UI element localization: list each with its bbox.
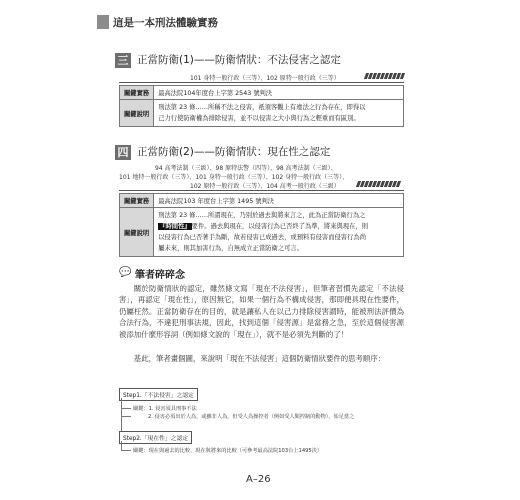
section-3-number: 三 [115,53,131,68]
table-row [120,86,404,100]
page-header [97,15,437,31]
row-line: 刑法第 23 條……所稱不法之侵害，祇須客觀上有違法之行為存在，即得以 [158,104,366,111]
notes-heading [119,266,319,280]
notes-title: 筆者碎碎念 [135,270,185,281]
section-4-heading [115,145,415,161]
step-1-box: Step1.「不法侵害」之認定 [119,388,198,401]
step-branch [121,416,131,417]
step-1-note: 關鍵：1. 侵害須具刑事不法 [133,406,197,412]
row-label: 關鍵說明 [120,208,154,257]
section-4-rule [119,190,404,191]
section-3-stripes [365,73,404,79]
step-branch [121,408,131,409]
section-3-title: 正當防衛(1)——防衛情狀：不法侵害之認定 [137,54,341,66]
header-marker [97,15,109,29]
row-line: 屬未來，則其加害行為，自無成立正當防衛之可言。 [158,245,304,252]
section-4-stripes [357,181,400,187]
row-line: 要件。過去與現在，以侵害行為已否終了為準，將來與現在，則 [191,223,368,230]
section-4-number: 四 [115,145,131,160]
section-3-heading [115,53,415,69]
section-3-exams: 101 身特一般行政（三等）、102 原特一般行政（三等） [190,75,340,82]
table-row [120,208,404,257]
step-2-note: 關鍵：現在與過去的比較、現在與將來的比較（可參考最高法院103台上1495決） [133,448,323,454]
row-value: 最高法院104年度台上字第 2543 號判決 [154,86,404,100]
section-4-exams-line: 101 地特一般行政（三等）、101 身特一般行政（三等）、102 身特一般行政（三等）、 [119,174,349,181]
section-4-table [119,193,404,257]
step-1-note: 2. 侵害必須出於人為，或雖非人為，但受人為操控者（例如受人類控制的動物），始足當之 [148,414,355,420]
table-row [120,100,404,127]
table-row [120,194,404,208]
page-title: 這是一本刑法體驗實務 [113,17,218,29]
row-line: 刑法第 23 條……所謂現在，乃別於過去與將來言之，此為正當防衛行為之 [158,212,366,219]
notes-paragraph-2: 基此，筆者畫個圖，來說明「現在不法侵害」這個防衛情狀要件的思考順序： [133,354,386,363]
row-value [154,100,404,127]
row-line: 以侵害行為已否著手為斷，故若侵害已成過去，或預料有侵害而侵害行為尚 [158,234,366,241]
section-4-exams-line: 94 高考法制（三級）、98 原特法警（四等）、98 高考法制（三級）、 [155,165,337,172]
section-4-title: 正當防衛(2)——防衛情狀：現在性之認定 [137,146,331,158]
step-2-box: Step2.「現在性」之認定 [119,431,192,444]
section-3-table [119,85,404,127]
row-line: 己力行使防衛權為排除侵害，並不以侵害之大小與行為之輕重而有區別。 [158,115,360,122]
page-number: A–26 [246,474,271,485]
notes-paragraph-1: 關於防衛情狀的認定，雖然條文寫「現在不法侵害」，但筆者習慣先認定「不法侵害」，再認定「現在性」，原因無它，如果一個行為不構成侵害，那即便具現在性要件，仍屬枉然。正當防衛存在的目的，就是讓私人在以己力排除侵害謂時，能被刑法評價為合法行為，不違犯刑事法規，因此，找到這個「侵害源」是當務之急，至於這個侵害源被添加什麼形容詞（例如條文說的「現在」），就不是必須先判斷的了！ [119,284,404,339]
step-connector [121,398,122,431]
section-4-exams-line: 102 原特一般行政（三等）、104 高考一般行政（三級） [190,183,340,190]
step-branch [121,450,131,451]
highlight-term: 『時間性』 [159,223,191,230]
row-value: 最高法院103 年度台上字第 1495 號判決 [154,194,404,208]
speech-bubble-icon: 💬 [119,267,132,278]
row-value [154,208,404,257]
row-label: 關鍵說明 [120,100,154,127]
section-3-rule [119,82,404,83]
row-label: 關鍵實務 [120,86,154,100]
row-label: 關鍵實務 [120,194,154,208]
